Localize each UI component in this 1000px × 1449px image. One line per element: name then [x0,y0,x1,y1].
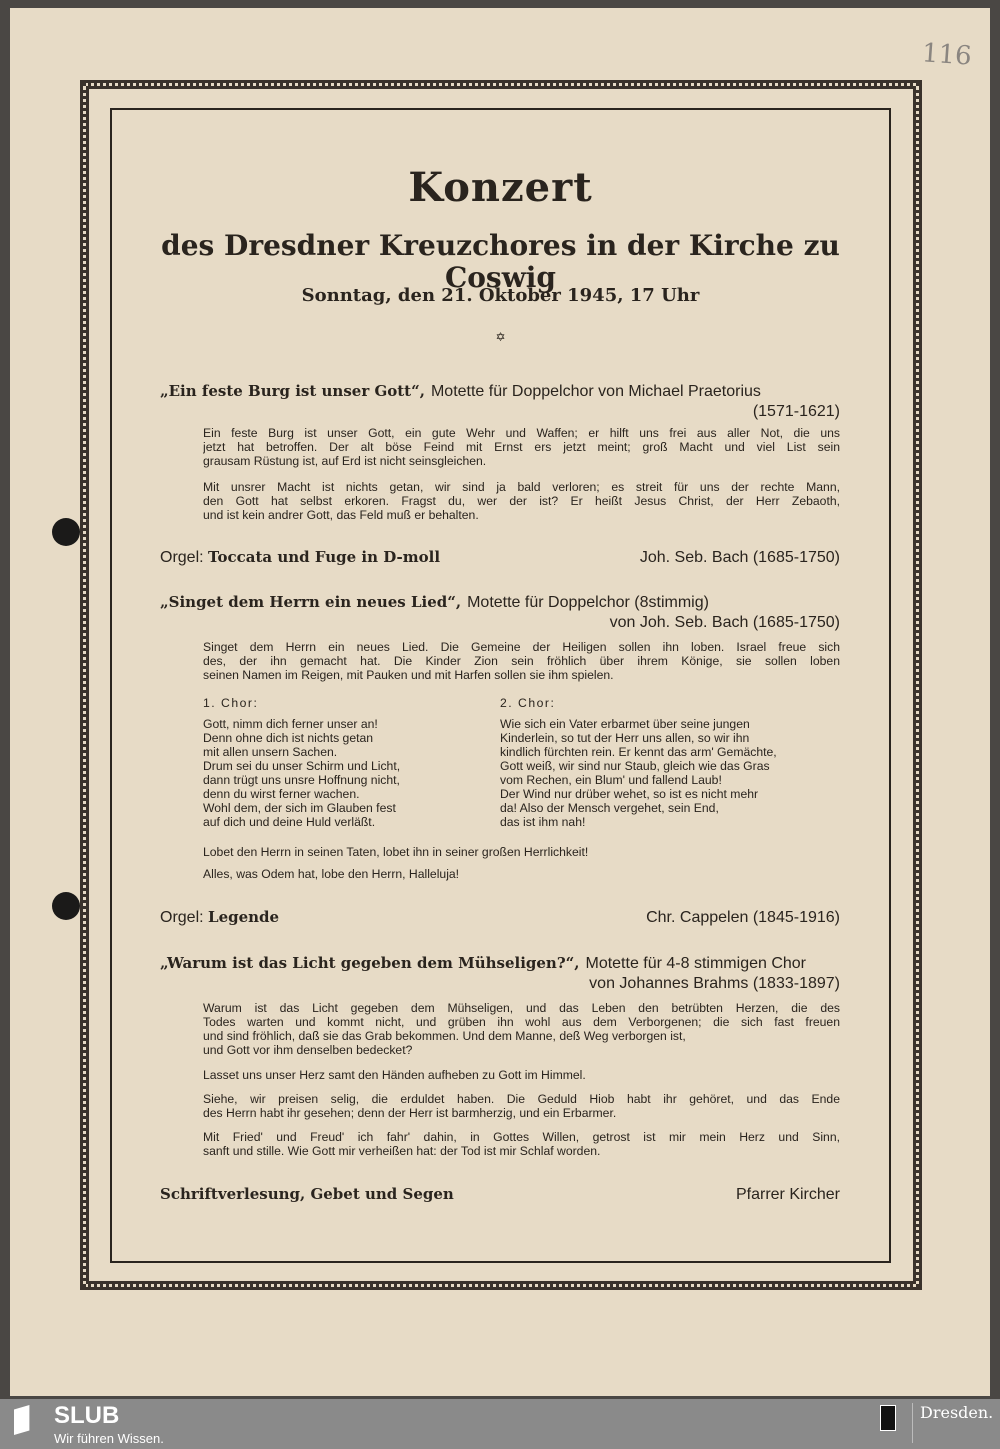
text-line: Wie sich ein Vater erbarmet über seine jungen [500,717,750,731]
closing-person: Pfarrer Kircher [735,1186,840,1203]
text-line: des, der ihn gemacht hat. Die Kinder Zion sein fröhlich über ihrem Könige, sie sollen loben [203,654,840,668]
lobet-line: Lobet den Herrn in seinen Taten, lobet ihn in seiner großen Herrlichkeit! [203,845,589,859]
piece-title: „Ein feste Burg ist unser Gott“, [160,382,425,400]
text-line: den Gott hat selbst erkoren. Fragst du, wer der ist? Er heißt Jesus Christ, der Herr Zebaoth, [203,494,840,508]
text-line: grausam Rüstung ist, auf Erd ist nicht seinsgleichen. [203,454,487,468]
concert-date: Sonntag, den 21. Oktober 1945, 17 Uhr [301,285,700,306]
text-line: dann trügt uns unsre Hoffnung nicht, [203,773,400,787]
text-line: Todes warten und kommt nicht, und grüben ihn wohl aus dem Verborgenen; die sich fast freuen [203,1015,840,1029]
text-line: Mit Fried' und Freud' ich fahr' dahin, in Gottes Willen, getrost ist mir mein Herz und Sinn, [203,1130,840,1144]
piece3-text-2 [203,1068,840,1082]
organ2-line [160,909,840,926]
handwritten-page-number: 116 [921,38,973,72]
organ-label: Orgel: [160,549,204,566]
piece3-text-3 [203,1092,840,1120]
piece3-heading [160,955,840,972]
composer: Joh. Seb. Bach (1685-1750) [639,549,840,566]
text-line: sanft und stille. Wie Gott mir verheißen hat: der Tod ist mir Schlaf worden. [203,1144,601,1158]
closing-line [160,1186,840,1203]
piece3-text-4 [203,1130,840,1158]
book-icon [14,1405,36,1435]
divider [912,1403,913,1443]
text-line: Drum sei du unser Schirm und Licht, [203,759,401,773]
text-line: und Gott vor ihm denselben bedecket? [203,1043,413,1057]
text-line: kindlich fürchten rein. Er kennt das arm' Gemächte, [500,745,777,759]
text-line: da! Also der Mensch vergehet, sein End, [500,801,719,815]
star-ornament: ✡ [495,330,506,344]
piece2-text [203,640,840,682]
chor1-text [203,717,400,829]
subtitle: des Dresdner Kreuzchores in der Kirche zu Coswig [161,229,840,294]
text-line: und ist kein andrer Gott, das Feld muß er behalten. [203,508,479,522]
organ-piece-title: Toccata und Fuge in D-moll [208,548,441,566]
text-line: auf dich und deine Huld verläßt. [203,815,376,829]
text-line: Denn ohne dich ist nichts getan [203,731,374,745]
text-line: Ein feste Burg ist unser Gott, ein gute Wehr und Waffen; er hilft uns frei aus aller Not, die uns [203,426,840,440]
piece1-heading [160,383,840,400]
text-line: Lasset uns unser Herz samt den Händen aufheben zu Gott im Himmel. [203,1068,586,1082]
piece-description: Motette für Doppelchor von Michael Praetorius [430,383,761,400]
text-line: des Herrn habt ihr gesehen; denn der Herr ist barmherzig, und ein Erbarmer. [203,1106,617,1120]
text-line: mit allen unsern Sachen. [203,745,338,759]
text-line: vom Rechen, ein Blum' und fallend Laub! [500,773,722,787]
text-line: Gott, nimm dich ferner unser an! [203,717,378,731]
composer: von Joh. Seb. Bach (1685-1750) [609,614,840,631]
alles-line: Alles, was Odem hat, lobe den Herrn, Halleluja! [203,867,460,881]
piece2-heading [160,594,840,611]
composer: von Johannes Brahms (1833-1897) [589,975,840,992]
organ-label: Orgel: [160,909,204,926]
piece3-text-1 [203,1001,840,1057]
text-line: Siehe, wir preisen selig, die erduldet haben. Die Geduld Hiob habt ihr gehöret, und das Ende [203,1092,840,1106]
closing-title: Schriftverlesung, Gebet und Segen [160,1185,454,1203]
text-line: Mit unsrer Macht ist nichts getan, wir sind ja bald verloren; es streit für uns der rechte Mann, [203,480,840,494]
slub-logo[interactable]: SLUB [54,1402,120,1429]
text-line: Der Wind nur drüber wehet, so ist es nicht mehr [500,787,759,801]
organ-piece-title: Legende [208,908,280,926]
punch-hole [52,518,80,546]
piece-title: „Warum ist das Licht gegeben dem Mühseligen?“, [160,954,580,972]
coat-of-arms-icon [880,1405,896,1431]
text-line: Warum ist das Licht gegeben dem Mühseligen, und das Leben den betrübten Herzen, die des [203,1001,840,1015]
text-line: Kinderlein, so tut der Herr uns allen, so wir ihn [500,731,750,745]
piece-title: „Singet dem Herrn ein neues Lied“, [160,593,462,611]
text-line: Gott weiß, wir sind nur Staub, gleich wie das Gras [500,759,770,773]
chor2-label: 2. Chor: [500,696,556,710]
piece-years: (1571-1621) [752,403,840,420]
piece-description: Motette für Doppelchor (8stimmig) [467,594,709,611]
text-line: denn du wirst ferner wachen. [203,787,360,801]
footer-bar [0,1399,1000,1449]
piece-description: Motette für 4-8 stimmigen Chor [585,955,807,972]
slub-tagline: Wir führen Wissen. [54,1431,164,1446]
page-title: Konzert [408,164,593,211]
punch-hole [52,892,80,920]
text-line: jetzt hat betroffen. Der alt böse Feind mit Ernst ers jetzt meint; groß Macht und viel List sein [203,440,840,454]
composer: Chr. Cappelen (1845-1916) [646,909,840,926]
chor1-label: 1. Chor: [203,696,259,710]
text-line: Singet dem Herrn ein neues Lied. Die Gemeine der Heiligen sollen ihn loben. Israel freue sich [203,640,840,654]
text-line: Wohl dem, der sich im Glauben fest [203,801,396,815]
chor2-text [500,717,777,829]
text-line: und sind fröhlich, daß sie das Grab bekommen. Und dem Manne, deß Weg verborgen ist, [203,1029,686,1043]
dresden-logo[interactable]: Dresden. [920,1403,994,1422]
organ1-line [160,549,840,566]
text-line: seinen Namen im Reigen, mit Pauken und mit Harfen sollen sie ihm spielen. [203,668,614,682]
text-line: das ist ihm nah! [500,815,586,829]
piece1-text-1 [203,426,840,468]
piece1-text-2 [203,480,840,522]
